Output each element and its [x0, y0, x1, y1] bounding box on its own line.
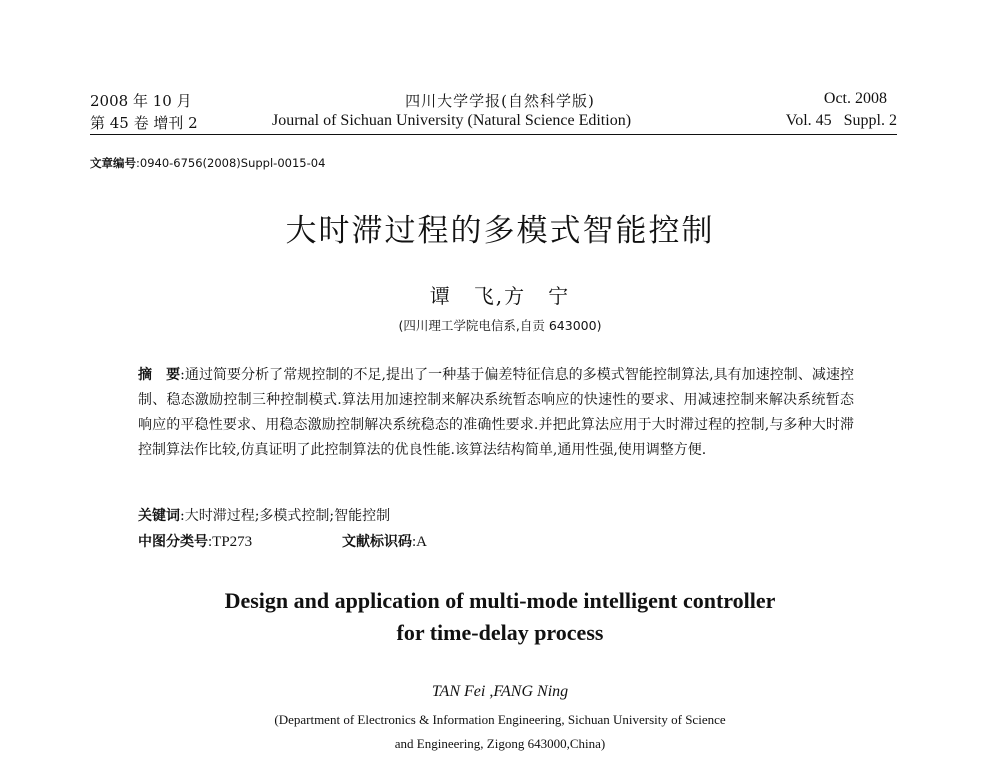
document-code: [342, 531, 427, 551]
abstract-label: 摘 要: [138, 367, 181, 383]
authors-en: TAN Fei ,FANG Ning: [431, 683, 569, 700]
abstract-text: :通过简要分析了常规控制的不足,提出了一种基于偏差特征信息的多模式智能控制算法,具有加速控制、减速控制、稳态激励控制三种控制模式.算法用加速控制来解决系统暂态响应的快速性的要求、用减速控制来解决系统暂态响应的平稳性要求、用稳态激励控制解决系统稳态的准确性要求.并把此算法应用于大时滞过程的控制,与多种大时滞控制算法作比较,仿真证明了此控制算法的优良性能.该算法结构简单,通用性强,使用调整方便.: [138, 367, 854, 458]
header-rule: [90, 134, 897, 135]
document-code-label: 文献标识码: [342, 534, 412, 550]
affiliation-en-line1: (Department of Electronics & Information Engineering, Sichuan University of Science: [274, 712, 726, 727]
abstract: [138, 363, 854, 463]
document-code-value: :A: [412, 534, 427, 550]
keywords-value: :大时滞过程;多模式控制;智能控制: [180, 508, 391, 524]
classification-label: 中图分类号: [138, 534, 208, 550]
authors-cn: 谭 飞,方 宁: [429, 284, 571, 308]
title-cn: 大时滞过程的多模式智能控制: [285, 213, 715, 249]
header-journal-en: Journal of Sichuan University (Natural Science Edition): [272, 112, 632, 129]
header-date-en: Oct. 2008: [823, 90, 887, 107]
title-en-line2: for time-delay process: [396, 620, 604, 645]
header-date-cn: 2008 年 10 月: [90, 92, 192, 110]
article-number-value: :0940-6756(2008)Suppl-0015-04: [136, 156, 326, 170]
title-en-line1: Design and application of multi-mode intelligent controller: [224, 588, 776, 613]
affiliation-cn: (四川理工学院电信系,自贡 643000): [398, 318, 602, 333]
keywords: [138, 505, 390, 525]
article-number-label: 文章编号: [90, 156, 136, 170]
header-journal-cn: 四川大学学报(自然科学版): [405, 92, 595, 110]
keywords-label: 关键词: [138, 508, 180, 524]
header-volume-en: Vol. 45 Suppl. 2: [785, 112, 897, 129]
classification-value: :TP273: [208, 534, 253, 550]
article-number: [90, 155, 325, 171]
affiliation-en-line2: and Engineering, Zigong 643000,China): [394, 736, 606, 751]
classification: [138, 531, 252, 551]
header-volume-cn: 第 45 卷 增刊 2: [90, 114, 198, 132]
